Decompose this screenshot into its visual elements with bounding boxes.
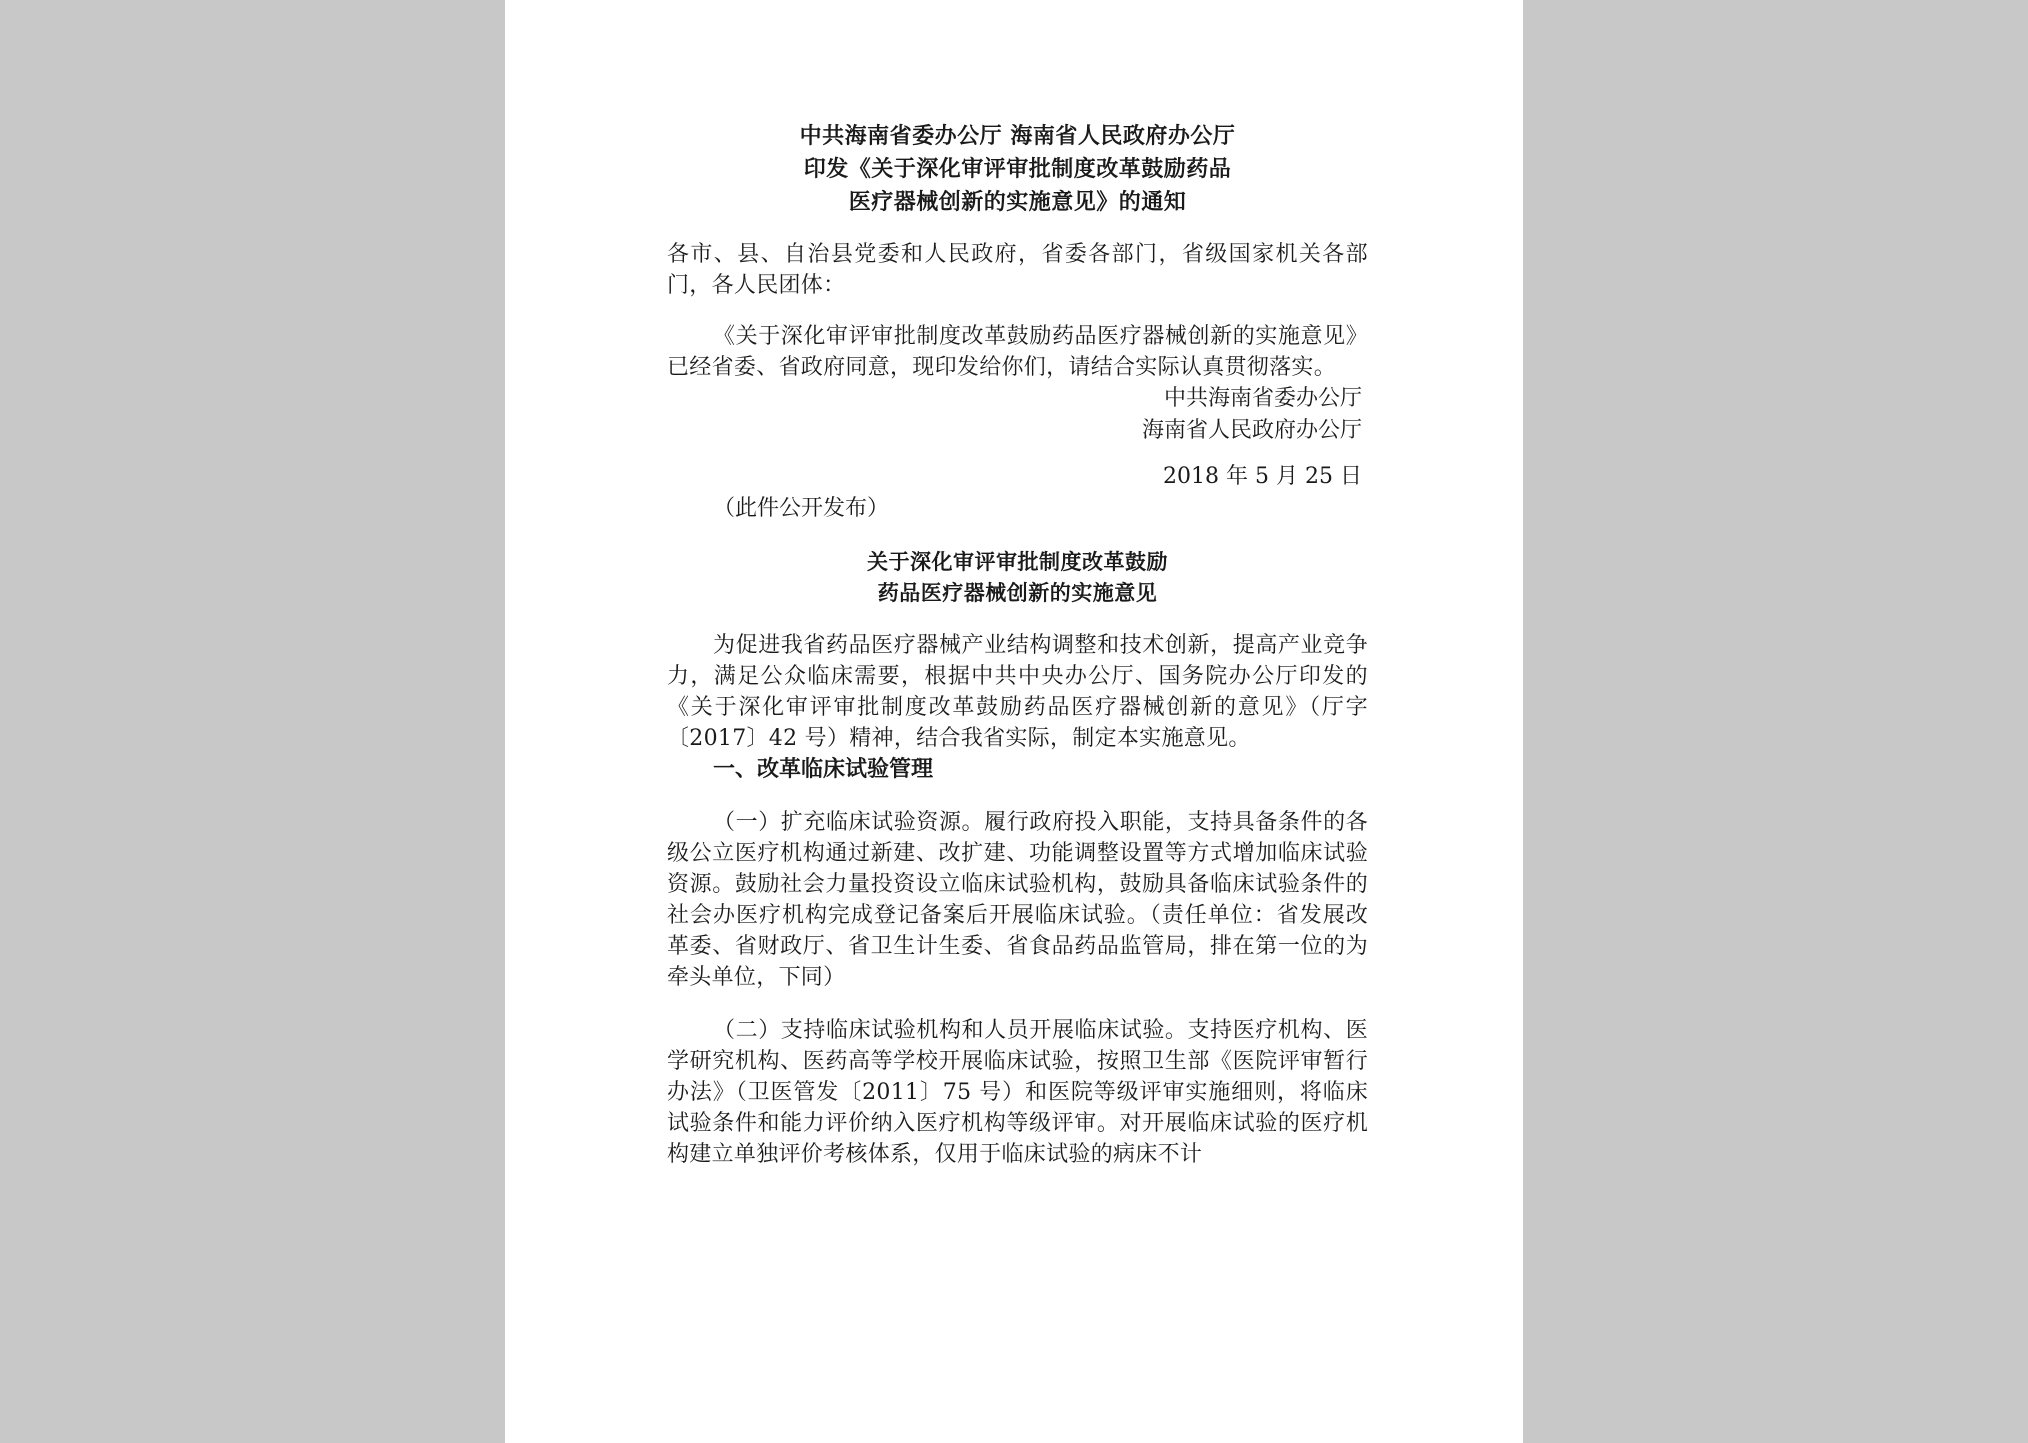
page-content [667, 120, 1368, 1170]
opinion-intro: 为促进我省药品医疗器械产业结构调整和技术创新，提高产业竞争力，满足公众临床需要，根据中共中央办公厅、国务院办公厅印发的《关于深化审评审批制度改革鼓励药品医疗器械创新的意见》（厅字〔2017〕42 号）精神，结合我省实际，制定本实施意见。 [667, 633, 1368, 751]
signature-org-2: 海南省人民政府办公厅 [1141, 418, 1362, 443]
opinion-title-line-1: 关于深化审评审批制度改革鼓励 [867, 549, 1168, 574]
document-page [505, 0, 1523, 1443]
opinion-title [667, 546, 1368, 608]
notice-recipients: 各市、县、自治县党委和人民政府，省委各部门，省级国家机关各部门，各人民团体： [667, 242, 1368, 298]
signature-org-1: 中共海南省委办公厅 [1163, 386, 1362, 411]
opinion-title-line-2: 药品医疗器械创新的实施意见 [877, 580, 1158, 605]
notice-title-line-1: 中共海南省委办公厅 海南省人民政府办公厅 [799, 123, 1236, 149]
notice-title [667, 120, 1368, 219]
item-2-paragraph: （二）支持临床试验机构和人员开展临床试验。支持医疗机构、医学研究机构、医药高等学校开展临床试验，按照卫生部《医院评审暂行办法》（卫医管发〔2011〕75 号）和医院等级评审实施细则，将临床试验条件和能力评价纳入医疗机构等级评审。对开展临床试验的医疗机构建立单独评价考核体系，仅用于临床试验的病床不计 [667, 1018, 1368, 1167]
publish-note: （此件公开发布） [713, 496, 890, 521]
item-1-paragraph: （一）扩充临床试验资源。履行政府投入职能，支持具备条件的各级公立医疗机构通过新建、改扩建、功能调整设置等方式增加临床试验资源。鼓励社会力量投资设立临床试验机构，鼓励具备临床试验条件的社会办医疗机构完成登记备案后开展临床试验。（责任单位：省发展改革委、省财政厅、省卫生计生委、省食品药品监管局，排在第一位的为牵头单位，下同） [667, 810, 1368, 990]
notice-title-line-3: 医疗器械创新的实施意见》的通知 [848, 189, 1187, 215]
notice-body: 《关于深化审评审批制度改革鼓励药品医疗器械创新的实施意见》已经省委、省政府同意，现印发给你们，请结合实际认真贯彻落实。 [667, 324, 1368, 380]
section-1-heading: 一、改革临床试验管理 [713, 756, 934, 782]
notice-title-line-2: 印发《关于深化审评审批制度改革鼓励药品 [803, 156, 1232, 182]
signature-date: 2018 年 5 月 25 日 [1163, 464, 1362, 489]
notice-signature [667, 383, 1368, 493]
